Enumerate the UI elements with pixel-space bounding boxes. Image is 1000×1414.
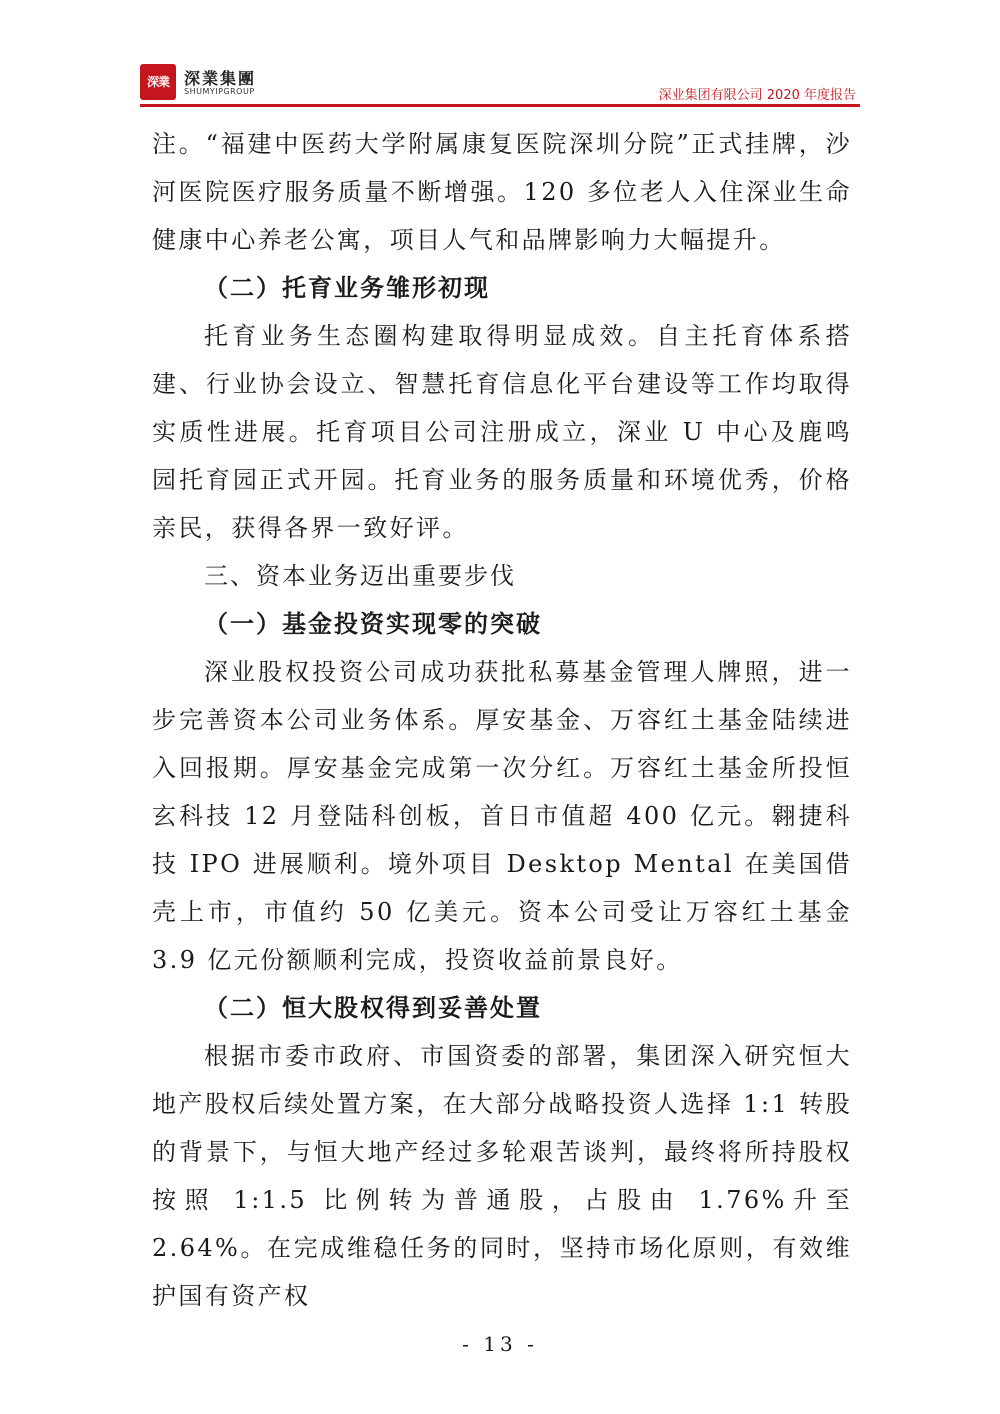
logo-seal-icon: 深業: [140, 64, 176, 100]
paragraph-childcare: 托育业务生态圈构建取得明显成效。自主托育体系搭建、行业协会设立、智慧托育信息化平台建设等工作均取得实质性进展。托育项目公司注册成立，深业 U 中心及鹿鸣园托育园正式开园。托育业务的服务质量和环境优秀，价格亲民，获得各界一致好评。: [152, 322, 852, 542]
paragraph-continued: 注。“福建中医药大学附属康复医院深圳分院”正式挂牌，沙河医院医疗服务质量不断增强。120 多位老人入住深业生命健康中心养老公寓，项目人气和品牌影响力大幅提升。: [152, 130, 852, 254]
section-heading-childcare: （二）托育业务雏形初现: [204, 274, 490, 302]
company-logo: [140, 64, 300, 104]
section-heading-fund: （一）基金投资实现零的突破: [204, 610, 542, 638]
paragraph-evergrande: 根据市委市政府、市国资委的部署，集团深入研究恒大地产股权后续处置方案，在大部分战略投资人选择 1:1 转股的背景下，与恒大地产经过多轮艰苦谈判，最终将所持股权按照 1:1.5 比例转为普通股，占股由 1.76%升至 2.64%。在完成维稳任务的同时，坚持市场化原则，有效维护国有资产权: [152, 1042, 852, 1310]
logo-english-name: SHUMYIPGROUP: [184, 87, 255, 96]
section-heading-evergrande: （二）恒大股权得到妥善处置: [204, 994, 542, 1022]
page-body: [152, 120, 852, 1320]
header-divider: [140, 104, 860, 107]
paragraph-fund: 深业股权投资公司成功获批私募基金管理人牌照，进一步完善资本公司业务体系。厚安基金、万容红土基金陆续进入回报期。厚安基金完成第一次分红。万容红土基金所投恒玄科技 12 月登陆科创板，首日市值超 400 亿元。翱捷科技 IPO 进展顺利。境外项目 Desktop Mental 在美国借壳上市，市值约 50 亿美元。资本公司受让万容红土基金 3.9 亿元份额顺利完成，投资收益前景良好。: [152, 658, 852, 974]
page-number: - 13 -: [462, 1332, 538, 1356]
page-header: [140, 62, 860, 108]
logo-chinese-name: 深業集團: [184, 69, 257, 88]
chapter-heading-capital: 三、资本业务迈出重要步伐: [204, 562, 516, 590]
report-title: 深业集团有限公司 2020 年度报告: [658, 88, 856, 103]
